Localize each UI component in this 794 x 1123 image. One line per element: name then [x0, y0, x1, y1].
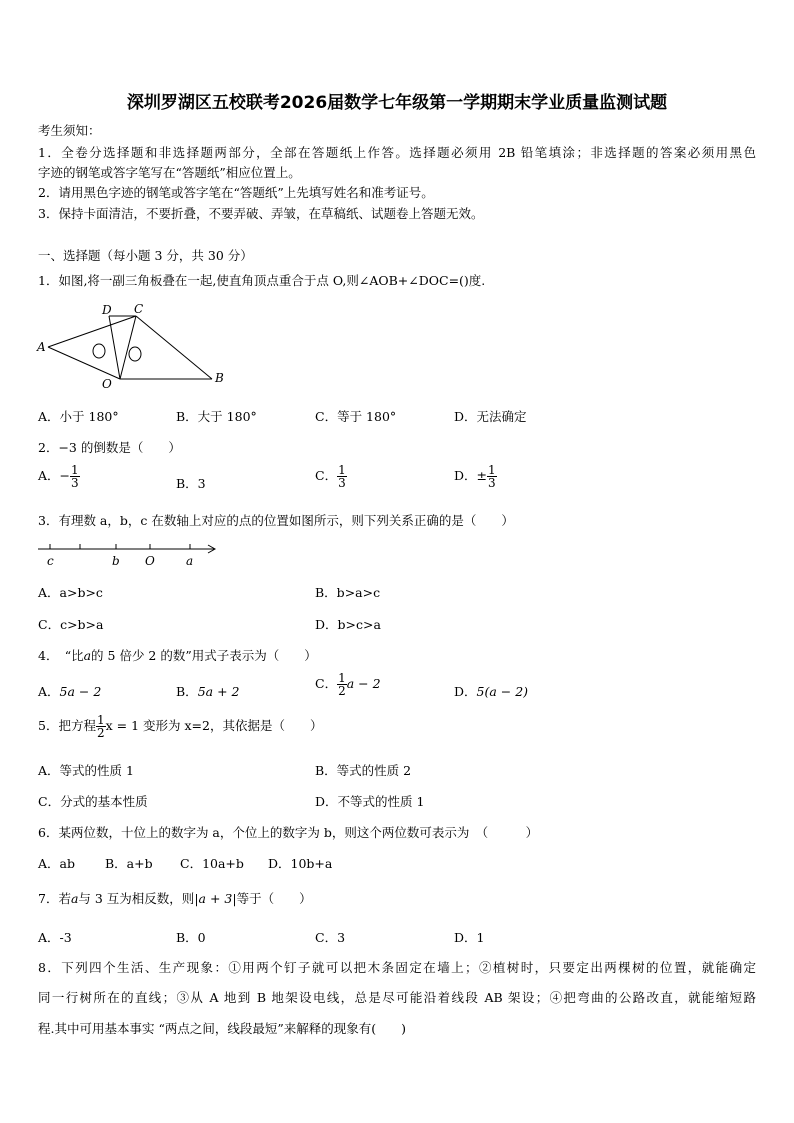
q4-option-a[interactable]: [38, 682, 101, 700]
q2-option-c[interactable]: [315, 464, 347, 489]
page-title: 深圳罗湖区五校联考2026届数学七年级第一学期期末学业质量监测试题: [126, 93, 668, 113]
q4-d-expr: 5(a − 2): [476, 684, 529, 699]
notice-line-2: 2．请用黑色字迹的钢笔或答字笔在“答题纸”上先填写姓名和准考证号。: [38, 185, 434, 200]
q4-d-label: D．: [454, 684, 477, 699]
q4-b-expr: 5a + 2: [197, 684, 240, 699]
q2-a-den: 3: [71, 476, 79, 490]
q3-label-origin: O: [145, 554, 155, 568]
q1-option-a[interactable]: A．小于 180°: [38, 409, 119, 424]
q1-label-b: B: [215, 371, 224, 385]
q4-option-b[interactable]: [176, 682, 239, 700]
q1-label-a: A: [37, 340, 46, 354]
q7-stem-abs: |a + 3|: [194, 891, 237, 906]
q1-option-d[interactable]: D．无法确定: [454, 409, 527, 424]
q3-label-c: c: [47, 554, 54, 568]
q3-label-a: a: [186, 554, 194, 568]
q3-option-b[interactable]: B．b>a>c: [315, 585, 381, 600]
q4-stem: [38, 646, 317, 664]
q5-option-c[interactable]: C．分式的基本性质: [38, 794, 148, 809]
q3-option-a[interactable]: A．a>b>c: [38, 585, 103, 600]
q3-stem: 3．有理数 a，b，c 在数轴上对应的点的位置如图所示，则下列关系正确的是（ ）: [38, 513, 514, 528]
q3-number-line: [36, 539, 222, 573]
q7-option-b[interactable]: B．0: [176, 930, 206, 945]
q1-label-d: D: [102, 303, 112, 317]
notice-line-3: 3．保持卡面清洁，不要折叠，不要弄破、弄皱，在草稿纸、试题卷上答题无效。: [38, 206, 484, 221]
q4-c-num: 1: [338, 671, 346, 685]
q4-option-d[interactable]: [454, 682, 528, 700]
q5-stem-post: x = 1 变形为 x=2，其依据是（ ）: [105, 718, 323, 733]
q2-d-num: 1: [488, 463, 496, 477]
q4-b-label: B．: [176, 684, 198, 699]
q1-label-o: O: [102, 377, 112, 391]
q5-stem: [38, 714, 322, 739]
q7-stem-pre: 7．若: [38, 891, 71, 906]
q1-label-c: C: [134, 302, 144, 316]
q1-option-c[interactable]: C．等于 180°: [315, 409, 397, 424]
q6-option-d[interactable]: D．10b+a: [268, 856, 333, 871]
notice-heading: 考生须知：: [38, 123, 101, 138]
q4-c-label: C．: [315, 676, 338, 691]
q7-stem-post: 等于（ ）: [236, 891, 312, 906]
q4-stem-var: a: [83, 648, 92, 663]
q7-option-d[interactable]: D．1: [454, 930, 485, 945]
q3-option-c[interactable]: C．c>b>a: [38, 617, 104, 632]
q5-option-d[interactable]: D．不等式的性质 1: [315, 794, 425, 809]
q2-c-den: 3: [338, 476, 346, 490]
q6-option-b[interactable]: B．a+b: [105, 856, 153, 871]
q7-stem-var: a: [70, 891, 79, 906]
q4-a-label: A．: [38, 684, 60, 699]
q8-stem-line-2: 同一行树所在的直线；③从 A 地到 B 地架设电线，总是尽可能沿着线段 AB 架设；④把弯曲的公路改直，就能缩短路: [38, 990, 756, 1005]
q2-option-a[interactable]: [38, 464, 80, 489]
q8-stem-line-3: 程.其中可用基本事实 “两点之间，线段最短”来解释的现象有( ): [38, 1021, 406, 1036]
q3-label-b: b: [112, 554, 120, 568]
q4-option-c[interactable]: [315, 672, 381, 697]
q2-option-d[interactable]: [454, 464, 497, 489]
q6-option-a[interactable]: A．ab: [38, 856, 75, 871]
notice-line-1a: 1．全卷分选择题和非选择题两部分，全部在答题纸上作答。选择题必须用 2B 铅笔填涂；非选择题的答案必须用黑色: [38, 145, 756, 160]
q5-stem-pre: 5．把方程: [38, 718, 96, 733]
q5-option-a[interactable]: A．等式的性质 1: [38, 763, 134, 778]
q2-option-b[interactable]: B．3: [176, 476, 206, 491]
q2-d-den: 3: [488, 476, 496, 490]
q2-d-label: D．: [454, 468, 477, 483]
q2-d-sign: ±: [476, 468, 488, 483]
q5-option-b[interactable]: B．等式的性质 2: [315, 763, 412, 778]
q7-stem: [38, 889, 312, 907]
q2-stem: 2．−3 的倒数是（ ）: [38, 440, 181, 455]
q7-option-c[interactable]: C．3: [315, 930, 346, 945]
q8-stem-line-1: 8．下列四个生活、生产现象：①用两个钉子就可以把木条固定在墙上；②植树时，只要定出两棵树的位置，就能确定: [38, 960, 756, 975]
q6-stem: 6．某两位数，十位上的数字为 a，个位上的数字为 b，则这个两位数可表示为 （ ）: [38, 825, 539, 840]
q2-c-num: 1: [338, 463, 346, 477]
q4-a-expr: 5a − 2: [59, 684, 102, 699]
q4-stem-post: 的 5 倍少 2 的数”用式子表示为（ ）: [91, 648, 317, 663]
section-heading: 一、选择题（每小题 3 分，共 30 分）: [38, 248, 253, 263]
q2-a-label: A．: [38, 468, 60, 483]
q4-stem-pre: 4． “比: [38, 648, 84, 663]
q2-c-label: C．: [315, 468, 338, 483]
q2-a-num: 1: [71, 463, 79, 477]
q4-c-expr: a − 2: [346, 676, 381, 691]
q1-option-b[interactable]: B．大于 180°: [176, 409, 257, 424]
q4-c-den: 2: [338, 684, 346, 698]
q7-option-a[interactable]: A．-3: [38, 930, 72, 945]
q7-stem-mid: 与 3 互为相反数，则: [78, 891, 195, 906]
q1-stem: 1．如图,将一副三角板叠在一起,使直角顶点重合于点 O,则∠AOB+∠DOC=()度.: [38, 273, 486, 288]
q1-figure: [34, 298, 234, 394]
q5-den: 2: [96, 726, 105, 740]
notice-line-1b: 字迹的钢笔或答字笔写在“答题纸”相应位置上。: [38, 165, 301, 180]
q6-option-c[interactable]: C．10a+b: [180, 856, 244, 871]
q3-option-d[interactable]: D．b>c>a: [315, 617, 381, 632]
q5-num: 1: [96, 713, 105, 727]
q2-a-sign: −: [59, 468, 71, 483]
